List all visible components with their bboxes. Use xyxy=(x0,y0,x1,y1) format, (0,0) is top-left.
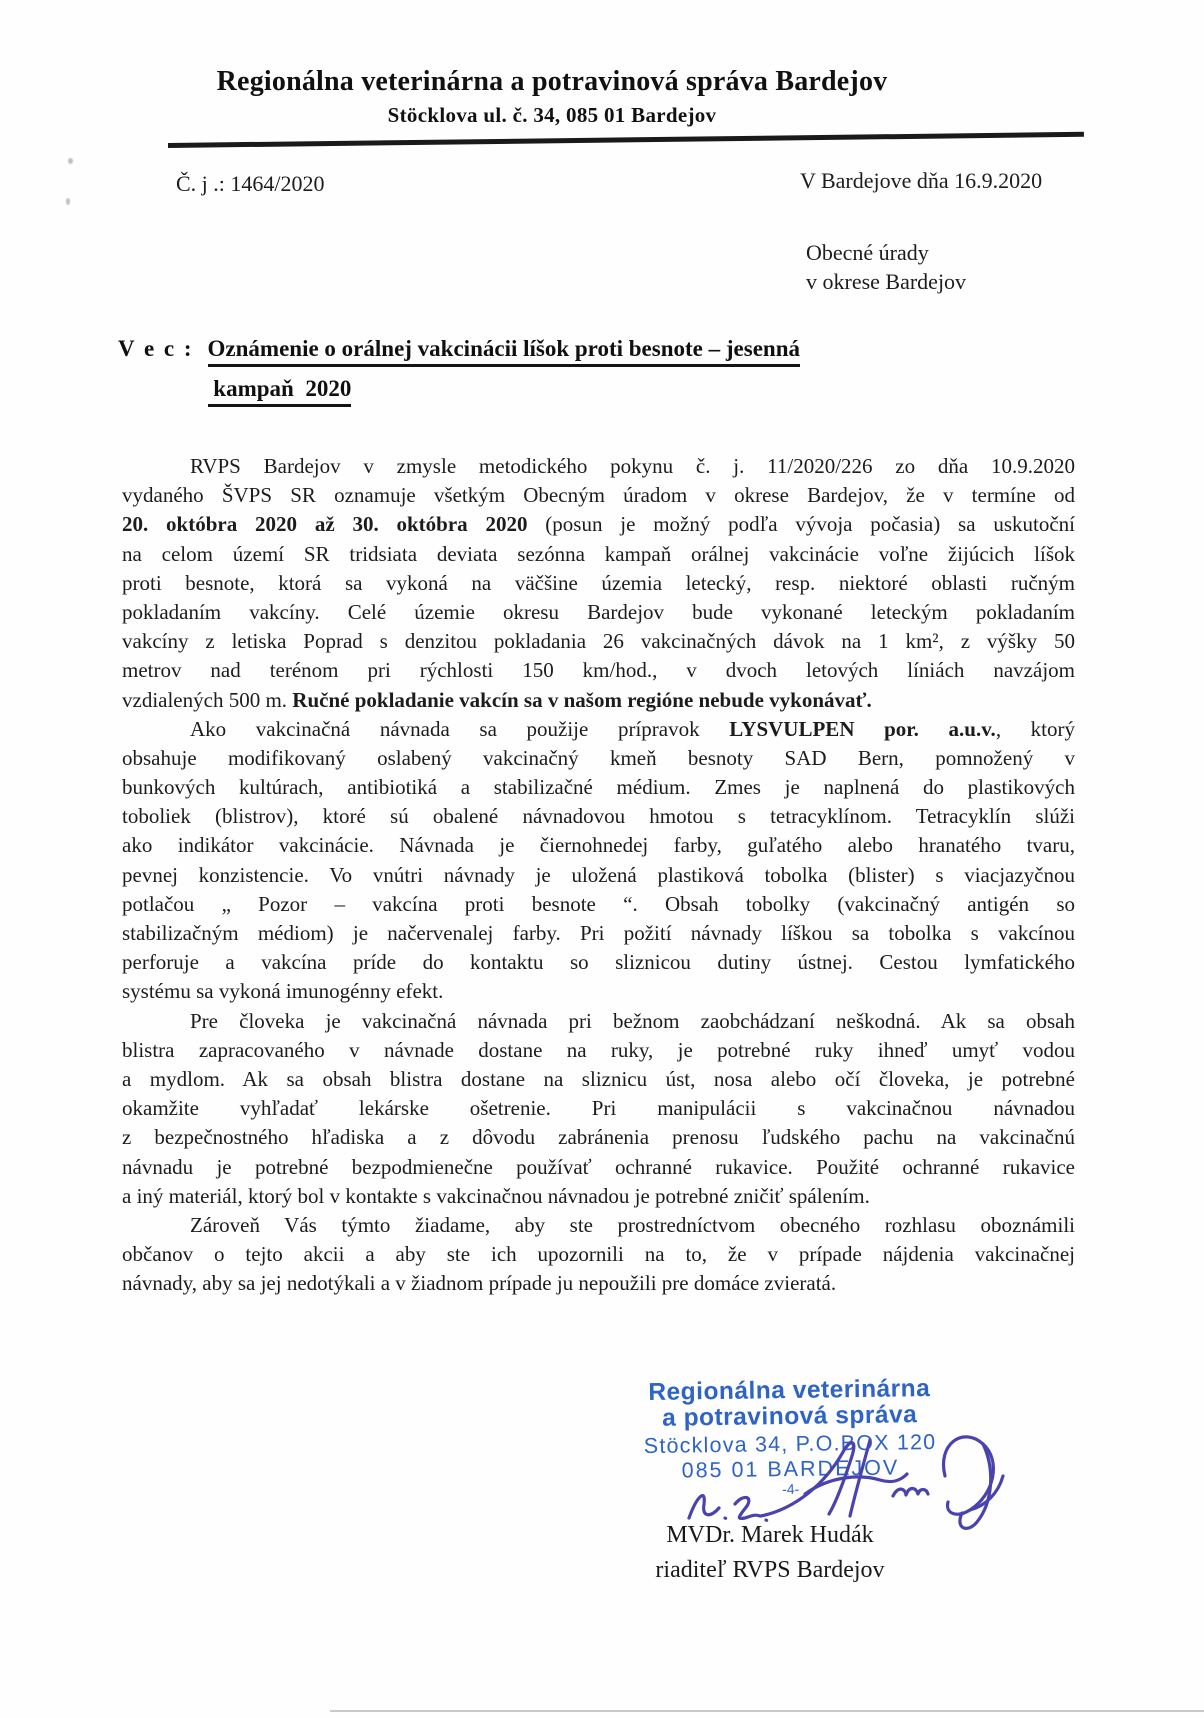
place-date: V Bardejove dňa 16.9.2020 xyxy=(800,168,1043,193)
recipient-line: v okrese Bardejov xyxy=(806,269,967,294)
body-line: na celom území SR tridsiata deviata sezónna kampaň orálnej vakcinácie voľne žijúcich líšok xyxy=(122,541,1075,566)
body-line: obsahuje modifikovaný oslabený vakcinačný kmeň besnoty SAD Bern, pomnožený v xyxy=(122,745,1075,770)
subject-line-1: Oznámenie o orálnej vakcinácii líšok proti besnote – jesenná xyxy=(208,336,800,367)
reference-number: Č. j .: 1464/2020 xyxy=(176,171,325,196)
body-line: Pre človeka je vakcinačná návnada pri bežnom zaobchádzaní neškodná. Ak sa obsah xyxy=(190,1008,1075,1033)
body-line: návnadu je potrebné bezpodmienečne používať ochranné rukavice. Použité ochranné rukavice xyxy=(122,1154,1075,1179)
body-line: vakcíny z letiska Poprad s denzitou pokladania 26 vakcinačných dávok na 1 km², z výšky 50 xyxy=(122,629,1075,654)
body-line: systému sa vykoná imunogénny efekt. xyxy=(122,979,444,1004)
body-line: pokladaním vakcíny. Celé územie okresu Bardejov bude vykonané leteckým pokladaním xyxy=(122,599,1075,624)
body-line: občanov o tejto akcii a aby ste ich upozornili na to, že v prípade nájdenia vakcinačnej xyxy=(122,1242,1075,1267)
stamp-line: Stöcklova 34, P.O.BOX 120 xyxy=(643,1429,937,1459)
stamp-line: 085 01 BARDEJOV xyxy=(681,1455,900,1483)
body-line: stabilizačným médiom) je načervenalej farby. Pri požití návnady líškou sa tobolka s vakcínou xyxy=(122,921,1075,945)
body-line: RVPS Bardejov v zmysle metodického pokynu č. j. 11/2020/226 zo dňa 10.9.2020 xyxy=(190,454,1075,478)
stamp-line: -4- xyxy=(782,1480,800,1498)
body-line: bunkových kultúrach, antibiotiká a stabilizačné médium. Zmes je naplnená do plastikových xyxy=(122,775,1075,800)
subject-prefix: V e c : xyxy=(118,336,194,361)
signer-name: MVDr. Marek Hudák xyxy=(666,1522,874,1548)
body-line: okamžite vyhľadať lekárske ošetrenie. Pri manipulácii s vakcinačnou návnadou xyxy=(122,1096,1075,1121)
body-line: toboliek (blistrov), ktoré sú obalené návnadovou hmotou s tetracyklínom. Tetracyklín slúži xyxy=(122,804,1075,829)
signature-flourish xyxy=(665,1412,1005,1540)
recipient-block xyxy=(806,238,966,296)
body-line: návnady, aby sa jej nedotýkali a v žiadnom prípade ju nepoužili pre domáce zvieratá. xyxy=(122,1271,837,1296)
body-line: potlačou „ Pozor – vakcína proti besnote “. Obsah tobolky (vakcinačný antigén so xyxy=(122,891,1075,916)
signer-block xyxy=(570,1522,970,1584)
body-line: vydaného ŠVPS SR oznamuje všetkým Obecným úradom v okrese Bardejov, že v termíne od xyxy=(122,483,1075,508)
org-title: Regionálna veterinárna a potravinová správa Bardejov xyxy=(216,66,888,97)
body-line: a mydlom. Ak sa obsah blistra dostane na sliznicu úst, nosa alebo očí človeka, je potrebné xyxy=(122,1066,1075,1091)
body-line: vzdialených 500 m. Ručné pokladanie vakcín sa v našom regióne nebude vykonávať. xyxy=(122,687,872,712)
body-line: Zároveň Vás týmto žiadame, aby ste prostredníctvom obecného rozhlasu oboznámili xyxy=(190,1212,1075,1237)
body-line: blistra zapracovaného v návnade dostane na ruky, je potrebné ruky ihneď umyť vodou xyxy=(122,1037,1075,1062)
body-line: pevnej konzistencie. Vo vnútri návnady je uložená plastiková tobolka (blister) s viacjazyčnou xyxy=(122,862,1075,887)
header-rule xyxy=(168,132,1084,148)
scan-bottom-line xyxy=(330,1710,1204,1712)
signer-title: riaditeľ RVPS Bardejov xyxy=(655,1557,885,1583)
org-address: Stöcklova ul. č. 34, 085 01 Bardejov xyxy=(387,103,717,127)
body-line: 20. októbra 2020 až 30. októbra 2020 (posun je možný podľa vývoja počasia) sa uskutoční xyxy=(122,512,1075,537)
body-line: metrov nad terénom pri rýchlosti 150 km/hod., v dvoch letových líniách navzájom xyxy=(122,658,1075,683)
letterhead xyxy=(100,66,1004,128)
body-line: Ako vakcinačná návnada sa použije prípravok LYSVULPEN por. a.u.v., ktorý xyxy=(190,716,1076,741)
letter-body xyxy=(122,452,1075,1298)
body-line: perforuje a vakcína príde do kontaktu so sliznicou dutiny ústnej. Cestou lymfatického xyxy=(122,950,1075,975)
body-line: z bezpečnostného hľadiska a z dôvodu zabránenia prenosu ľudského pachu na vakcinačnú xyxy=(122,1125,1075,1150)
recipient-line: Obecné úrady xyxy=(806,240,929,265)
subject-block xyxy=(118,336,800,407)
scan-speck xyxy=(68,158,73,164)
body-line: proti besnote, ktorá sa vykoná na väčšine územia letecký, resp. niektoré oblasti ručným xyxy=(122,570,1075,595)
body-line: a iný materiál, ktorý bol v kontakte s vakcinačnou návnadou je potrebné zničiť spálením. xyxy=(122,1183,870,1208)
body-line: ako indikátor vakcinácie. Návnada je čiernohnedej farby, guľatého alebo hranatého tvaru, xyxy=(122,833,1075,858)
subject-line-2: kampaň 2020 xyxy=(208,376,352,407)
stamp-line: Regionálna veterinárna xyxy=(648,1375,931,1406)
stamp-line: a potravinová správa xyxy=(661,1401,918,1432)
scan-speck xyxy=(66,198,70,205)
